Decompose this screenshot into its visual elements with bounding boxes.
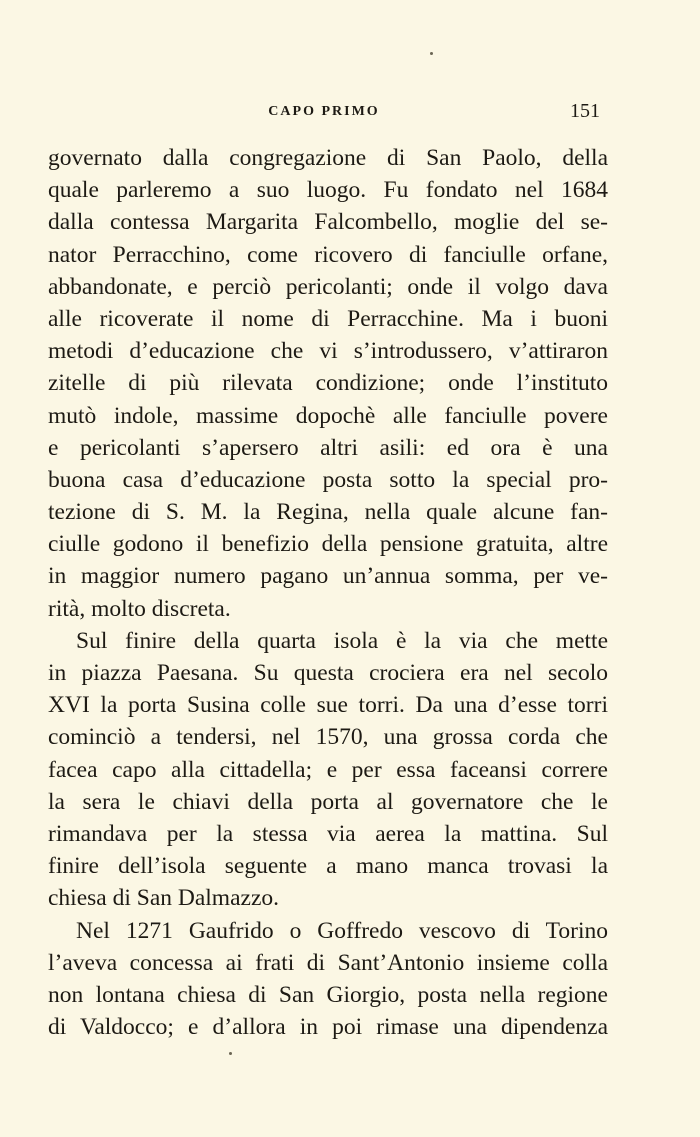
text-line: dalla contessa Margarita Falcombello, moglie del se- xyxy=(48,209,608,236)
text-line: facea capo alla cittadella; e per essa faceansi correre xyxy=(48,756,608,783)
body-text xyxy=(48,142,608,1043)
text-line: governato dalla congregazione di San Paolo, della xyxy=(48,145,608,171)
text-line: abbandonate, e perciò pericolanti; onde il volgo dava xyxy=(48,273,608,300)
page-number: 151 xyxy=(570,100,600,122)
text-line: cominciò a tendersi, nel 1570, una grossa corda che xyxy=(48,724,608,751)
text-line: in maggior numero pagano un’annua somma, per ve- xyxy=(48,563,608,590)
text-line: tezione di S. M. la Regina, nella quale alcune fan- xyxy=(48,499,608,526)
paragraph-2 xyxy=(48,625,608,915)
text-line: di Valdocco; e d’allora in poi rimase una dipendenza xyxy=(48,1014,608,1041)
text-line: Nel 1271 Gaufrido o Goffredo vescovo di Torino xyxy=(76,917,608,944)
paragraph-1 xyxy=(48,142,608,625)
text-line: finire dell’isola seguente a mano manca trovasi la xyxy=(48,853,608,880)
text-line: buona casa d’educazione posta sotto la special pro- xyxy=(48,466,608,493)
text-line: l’aveva concessa ai frati di Sant’Antonio insieme colla xyxy=(48,949,608,976)
text-line: e pericolanti s’apersero altri asili: ed ora è una xyxy=(48,434,608,461)
text-line: metodi d’educazione che vi s’introdussero, v’attiraron xyxy=(48,338,608,365)
text-line: XVI la porta Susina colle sue torri. Da una d’esse torri xyxy=(48,692,608,719)
paragraph-3 xyxy=(48,915,608,1044)
text-line: zitelle di più rilevata condizione; onde l’instituto xyxy=(48,370,608,397)
text-line: quale parleremo a suo luogo. Fu fondato nel 1684 xyxy=(48,177,608,204)
text-line: rità, molto discreta. xyxy=(48,595,231,622)
text-line: Sul finire della quarta isola è la via che mette xyxy=(76,627,608,654)
running-title: CAPO PRIMO xyxy=(268,104,380,119)
ink-speck xyxy=(229,1052,232,1055)
text-line: mutò indole, massime dopochè alle fanciulle povere xyxy=(48,402,608,429)
text-line: chiesa di San Dalmazzo. xyxy=(48,885,279,912)
text-line: rimandava per la stessa via aerea la mattina. Sul xyxy=(48,820,608,847)
text-line: non lontana chiesa di San Giorgio, posta nella regione xyxy=(48,981,608,1008)
text-line: ciulle godono il benefizio della pensione gratuita, altre xyxy=(48,531,608,558)
page-header xyxy=(48,100,600,130)
ink-speck xyxy=(430,52,433,55)
text-line: nator Perracchino, come ricovero di fanciulle orfane, xyxy=(48,241,608,268)
text-line: alle ricoverate il nome di Perracchine. Ma i buoni xyxy=(48,305,608,332)
text-line: in piazza Paesana. Su questa crociera era nel secolo xyxy=(48,660,608,686)
text-line: la sera le chiavi della porta al governatore che le xyxy=(48,788,608,815)
